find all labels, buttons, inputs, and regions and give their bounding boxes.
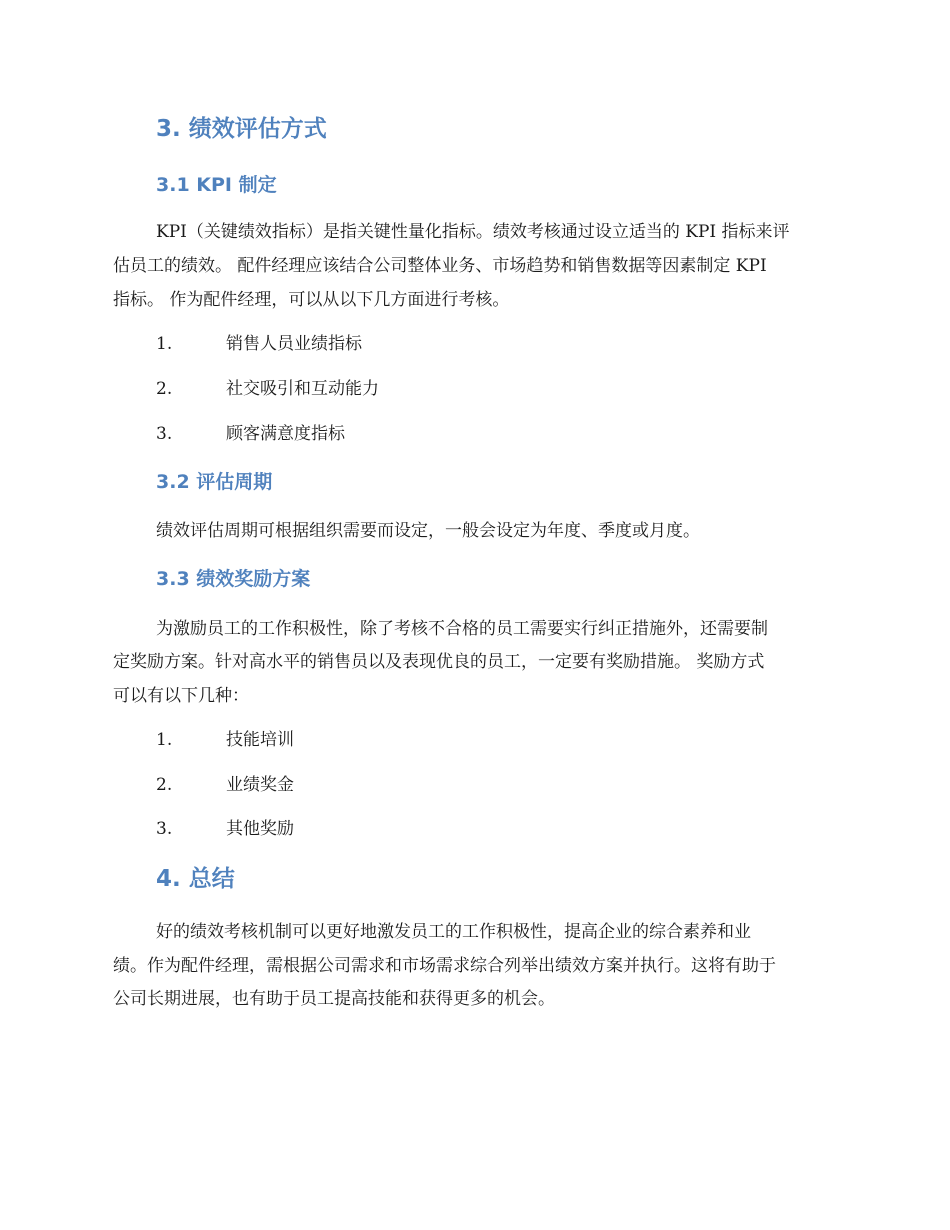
- section-3-1-heading: 3.1 KPI 制定: [156, 174, 277, 196]
- list-item-text: 技能培训: [226, 730, 294, 750]
- section-3-2-paragraph: 绩效评估周期可根据组织需要而设定，一般会设定为年度、季度或月度。: [156, 521, 700, 541]
- section-3-3-paragraph-line-3: 可以有以下几种：: [113, 686, 249, 706]
- list-item-number: 1.: [156, 730, 173, 750]
- list-item-number: 1.: [156, 334, 173, 354]
- list-item-text: 社交吸引和互动能力: [226, 379, 379, 399]
- list-item-number: 2.: [156, 775, 173, 795]
- list-item-text: 销售人员业绩指标: [226, 334, 362, 354]
- section-3-1-paragraph-line-1: KPI（关键绩效指标）是指关键性量化指标。绩效考核通过设立适当的 KPI 指标来评: [156, 222, 790, 242]
- section-3-3-paragraph-line-2: 定奖励方案。针对高水平的销售员以及表现优良的员工，一定要有奖励措施。 奖励方式: [113, 652, 765, 672]
- section-3-heading: 3. 绩效评估方式: [156, 116, 327, 142]
- section-3-1-paragraph-line-3: 指标。 作为配件经理，可以从以下几方面进行考核。: [113, 290, 510, 310]
- section-3-3-heading: 3.3 绩效奖励方案: [156, 568, 311, 590]
- section-3-1-paragraph-line-2: 估员工的绩效。 配件经理应该结合公司整体业务、市场趋势和销售数据等因素制定 KPI: [113, 256, 767, 276]
- list-item-text: 顾客满意度指标: [226, 424, 345, 444]
- list-item-number: 3.: [156, 424, 173, 444]
- list-item-text: 业绩奖金: [226, 775, 294, 795]
- section-3-3-paragraph-line-1: 为激励员工的工作积极性，除了考核不合格的员工需要实行纠正措施外，还需要制: [156, 619, 768, 639]
- section-4-paragraph-line-1: 好的绩效考核机制可以更好地激发员工的工作积极性，提高企业的综合素养和业: [156, 922, 751, 942]
- section-4-paragraph-line-3: 公司长期进展，也有助于员工提高技能和获得更多的机会。: [113, 989, 555, 1009]
- section-4-heading: 4. 总结: [156, 866, 235, 892]
- list-item-number: 3.: [156, 819, 173, 839]
- section-3-2-heading: 3.2 评估周期: [156, 471, 273, 493]
- list-item-text: 其他奖励: [226, 819, 294, 839]
- list-item-number: 2.: [156, 379, 173, 399]
- section-4-paragraph-line-2: 绩。作为配件经理，需根据公司需求和市场需求综合列举出绩效方案并执行。这将有助于: [113, 956, 776, 976]
